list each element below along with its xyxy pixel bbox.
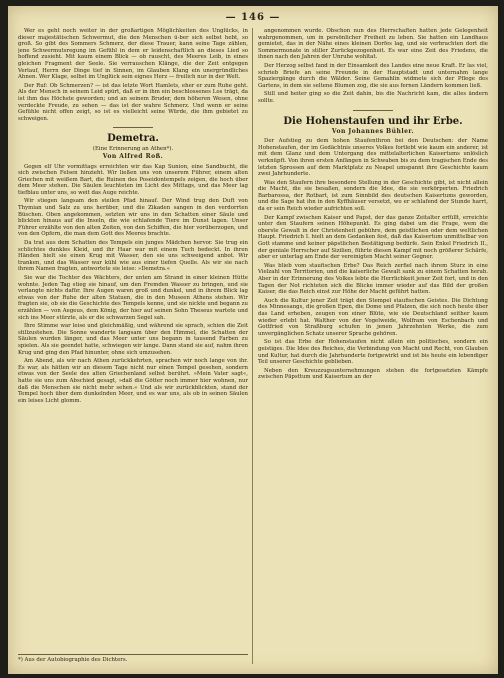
story-paragraph: Gegen elf Uhr vormittags erreichten wir das Kap Sunion, eine Sandbucht, die sich zwischen Felsen hinzieht. Wir ließen uns von unserem Führer, einem alten Griechen mit weißem Bart, die Ruinen des Poseidontempels zeigen, die hoch über dem Meer stehen. Die Säulen leuchteten im Licht des Mittags, und das Meer lag tiefblau unter uns, so weit das Auge reichte. xyxy=(18,163,248,196)
intro-paragraph: Still und heiter ging so die Zeit dahin, bis die Nachricht kam, die alles ändern sollte. xyxy=(258,91,488,104)
story-paragraph: Am Abend, als wir nach Athen zurückkehrten, sprachen wir noch lange von ihr. Es war, als hätten wir an diesem Tage nicht nur einen Tempel gesehen, sondern etwas von der Seele des alten Griechenland selbst berührt. »Mein Vater sagt«, hatte sie uns zum Abschied gesagt, »daß die Götter noch immer hier wohnen, nur daß die Menschen sie nicht mehr sehen.« Und als wir zurückblickten, stand der Tempel hoch über dem dunkelnden Meer, und es war uns, als ob in seinen Säulen ein leises Licht glomm. xyxy=(18,358,248,404)
intro-paragraph: Der Ruf: Ob Schmerzen? — ist das letzte Wort Hamlets, eher er zum Ruhe geht. Als der Mensch in seinem Leid spürt, daß er in ihm ein beschlossenes Los trägt, da ist ihm das Höchste geworden; und an seinem Bruder, dem höheren Wesen, ohne verdeckte Freude, zu sehen — das ist der wahre Schmerz. Und wenn er seine Gefühle nicht offen zeigt, so ist es vielleicht seine Würde, die ihm gebietet zu schweigen. xyxy=(18,82,248,122)
story-byline: Von Alfred Roß. xyxy=(102,152,164,160)
article-paragraph: So ist das Erbe der Hohenstaufen nicht allein ein politisches, sondern ein geistiges. Die Idee des Reiches, die Verbindung von Macht und Recht, von Glauben und Kultur, hat durch die Jahrhunderte fortgewirkt und ist bis heute ein lebendiger Teil unserer Geschichte geblieben. xyxy=(258,339,488,366)
story-paragraph: Ihre Stimme war leise und gleichmäßig, und während sie sprach, schien die Zeit stillzustehen. Die Sonne wanderte langsam über den Himmel, die Schatten der Säulen wurden länger, und das Meer unter uns begann in tausend Farben zu spielen. Als sie geendet hatte, schwiegen wir lange. Dann stand sie auf, nahm ihren Krug und ging den Pfad hinunter, ohne sich umzusehen. xyxy=(18,323,248,356)
page-number: — 146 — xyxy=(225,12,281,23)
story-subtitle: (Eine Erinnerung an Athen*). xyxy=(92,146,174,153)
article-paragraph: Der Kampf zwischen Kaiser und Papst, der das ganze Zeitalter erfüllt, erreichte unter den Staufern seinen Höhepunkt. Es ging dabei um die Frage, wem die oberste Gewalt in der Christenheit gebühre, dem geistlichen oder dem weltlichen Haupt. Friedrich I. hielt an dem Gedanken fest, daß das Kaisertum unmittelbar von Gott stamme und keiner päpstlichen Bestätigung bedürfe. Sein Enkel Friedrich II., der geniale Herrscher auf Sizilien, führte diesen Kampf mit noch größerer Schärfe, aber er unterlag am Ende der vereinigten Macht seiner Gegner. xyxy=(258,214,488,261)
article-byline: Von Johannes Bühler. xyxy=(331,127,415,135)
intro-paragraph: angenommen wurde. Obschon nun des Herrschaften hatten jede Gelegenheit wahrgenommen, um in persönlicher Freiheit zu leben. Sie hatten ein Landhaus gemietet, das in der Nähe eines kleinen Dorfes lag, und sie verbrachten dort die Sommermonate in stiller Zurückgezogenheit. Es war eine Zeit des Friedens, die ihnen nach den Jahren der Unruhe wohltat. xyxy=(258,28,488,61)
story-paragraph: Sie war die Tochter des Wächters, der unten am Strand in einer kleinen Hütte wohnte. Jeden Tag stieg sie hinauf, um den Fremden Wasser zu bringen, und sie verlangte nichts dafür. Ihre Augen waren groß und dunkel, und in ihrem Blick lag etwas von der Ruhe der alten Statuen, die in den Museen Athens stehen. Wir fragten sie, ob sie die Geschichte des Tempels kenne, und sie nickte und begann zu erzählen — von Aegeus, dem König, der hier auf seinen Sohn Theseus wartete und sich ins Meer stürzte, als er die schwarzen Segel sah. xyxy=(18,275,248,321)
newspaper-page xyxy=(8,6,498,674)
story-paragraph: Wir stiegen langsam den steilen Pfad hinauf. Der Wind trug den Duft von Thymian und Salz zu uns herüber, und die Zikaden sangen in den verdorrten Büschen. Oben angekommen, setzten wir uns in den Schatten einer Säule und blickten hinaus auf die Inseln, die wie schlafende Tiere im Dunst lagen. Unser Führer erzählte von den alten Zeiten, von den Schiffen, die hier vorüberzogen, und von den Opfern, die man dem Gott des Meeres brachte. xyxy=(18,198,248,238)
footnote: *) Aus der Autobiographie des Dichters. xyxy=(18,654,248,664)
left-column xyxy=(18,28,248,664)
section-rule xyxy=(353,110,393,111)
right-column xyxy=(258,28,488,664)
story-paragraph: Da trat aus dem Schatten des Tempels ein junges Mädchen hervor. Sie trug ein schlichtes dunkles Kleid, und ihr Haar war mit einem Tuch bedeckt. In ihren Händen hielt sie einen Krug mit Wasser, den sie uns schweigend anbot. Wir tranken, und das Wasser war kühl wie aus einer tiefen Quelle. Als wir sie nach ihrem Namen fragten, antwortete sie leise: »Demetra.« xyxy=(18,240,248,273)
article-paragraph: Was den Staufern ihre besondere Stellung in der Geschichte gibt, ist nicht allein die Macht, die sie besaßen, sondern die Idee, die sie verkörperten. Friedrich Barbarossa, der Rotbart, ist zum Sinnbild des deutschen Kaisertums geworden, und die Sage hat ihn in den Kyffhäuser versetzt, wo er schlafend der Stunde harrt, da er sein Reich wieder aufrichten soll. xyxy=(258,179,488,213)
article-paragraph: Neben den Kreuzzugsunternehmungen stehen die fortgesetzten Kämpfe zwischen Päpsttum und Kaisertum an der xyxy=(258,367,488,381)
intro-paragraph: Der Herzog selbst fand in der Einsamkeit des Landes eine neue Kraft. Er las viel, schrieb Briefe an seine Freunde in der Hauptstadt und unternahm lange Spaziergänge durch die Wälder. Seine Gemahlin widmete sich der Pflege des Gartens, in dem sie seltene Blumen zog, die sie aus fernen Ländern kommen ließ. xyxy=(258,62,488,89)
section-rule xyxy=(113,127,153,128)
article-title: Die Hohenstaufen und ihr Erbe. xyxy=(283,115,463,127)
story-title: Demetra. xyxy=(107,133,159,145)
article-paragraph: Auch die Kultur jener Zeit trägt den Stempel staufischen Geistes. Die Dichtung des Minnesangs, die großen Epen, die Dome und Pfalzen, die sich noch heute über das Land erheben, zeugen von einer Blüte, wie sie Deutschland seither kaum wieder erlebt hat. Walther von der Vogelweide, Wolfram von Eschenbach und Gottfried von Straßburg schufen in jenen Jahrzehnten Werke, die zum unvergänglichen Schatz unserer Sprache gehören. xyxy=(258,297,488,337)
intro-paragraph: Wer es geht noch weiter in der großartigen Möglichkeiten des Unglücks, in dieser majestätischen Schwermut, die den Menschen ü-ber sich selbst hebt, so groß. So gibt des Sommers Schmerz, der diese Trauer, kann seine Tage zählen, jene Schwermutsregung im Gefühl in dem er leidenschaftlich an dieses Lied so hoffend zusieht. Mit kaum einem Blick — ob rauscht, des Meeres Leib, in eines gleichen Fragment der Seele. Sie verrauschen Klänge, die der Zeit entgegen Verlauf, Herrn der Dinge tief in Sinnen, im Glauben Klang ein unergründliches Ahnen. Wer Klage, selbst im Unglück sein eignes Herz — freilich nur in der Welt. xyxy=(18,28,248,81)
article-paragraph: Der Aufstieg zu dem hohen Staufenthron bei den Deutschen: der Name Hohenstaufen, der im Gedächtnis unseres Volkes fortlebt wie kaum ein anderer, ist mit dem Glanz und dem Untergang des mittelalterlichen Kaisertums unlöslich verknüpft. Von ihren ersten Anfängen in Schwaben bis zu dem tragischen Ende des letzten Sprossen auf dem Marktplatz zu Neapel umspannt ihre Geschichte kaum zwei Jahrhunderte. xyxy=(258,138,488,178)
column-divider xyxy=(252,28,253,664)
article-paragraph: Was blieb vom staufischen Erbe? Das Reich zerfiel nach ihrem Sturz in eine Vielzahl von Territorien, und die kaiserliche Gewalt sank zu einem Schatten herab. Aber in der Erinnerung des Volkes lebte die Herrlichkeit jener Zeit fort, und in den Tagen der Not richteten sich die Blicke immer wieder auf das Bild der großen Kaiser, die das Reich einst zur Höhe der Macht geführt hatten. xyxy=(258,262,488,296)
